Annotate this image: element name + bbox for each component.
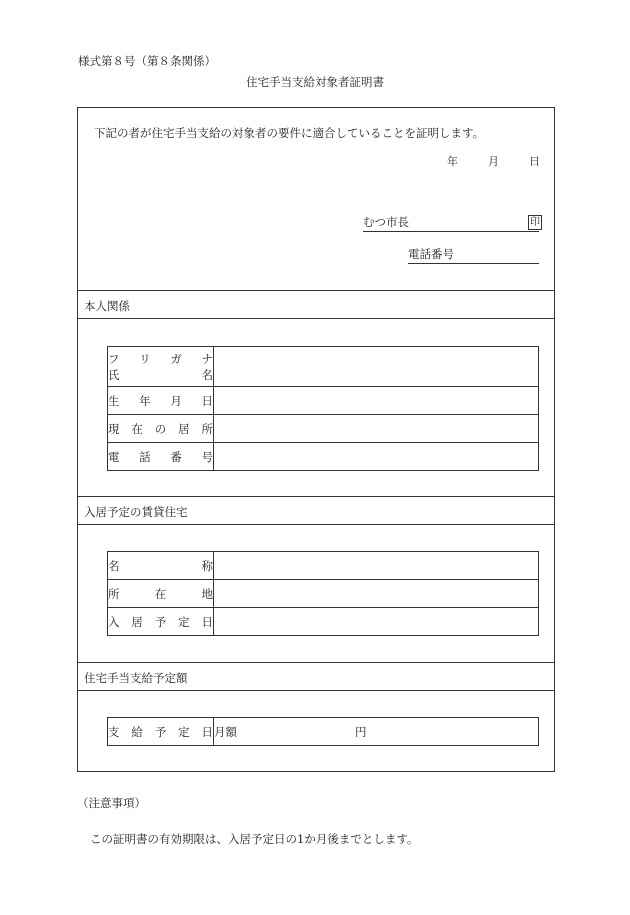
label-char: 氏	[108, 367, 120, 382]
label-char: リ	[139, 351, 151, 366]
label-char: 生	[108, 393, 120, 408]
label-char: 話	[139, 449, 151, 464]
label-char: 名	[201, 367, 213, 382]
phone-number-field[interactable]	[214, 443, 539, 471]
label-char: フ	[108, 351, 120, 366]
current-address-label	[108, 415, 214, 443]
label-char: ナ	[201, 351, 213, 366]
label-char: の	[154, 421, 167, 436]
divider	[78, 318, 554, 319]
housing-section-label: 入居予定の賃貸住宅	[84, 505, 188, 519]
table-row	[108, 608, 539, 636]
housing-location-label	[108, 580, 214, 608]
divider	[78, 496, 554, 497]
certification-statement: 下記の者が住宅手当支給の対象者の要件に適合していることを証明します。	[94, 126, 485, 140]
label-char: 月	[170, 393, 182, 408]
housing-table	[107, 551, 539, 636]
label-char: 日	[201, 614, 213, 629]
date-day: 日	[529, 155, 540, 168]
housing-name-label	[108, 552, 214, 580]
phone-line	[408, 246, 539, 264]
person-section-label: 本人関係	[84, 299, 130, 313]
label-char: ガ	[170, 351, 182, 366]
label-char: 現	[108, 421, 120, 436]
date-year: 年	[447, 155, 458, 168]
label-char: 予	[154, 614, 167, 629]
current-address-field[interactable]	[214, 415, 539, 443]
mayor-label: むつ市長	[363, 215, 409, 229]
allowance-table	[107, 717, 539, 746]
housing-location-field[interactable]	[214, 580, 539, 608]
divider	[78, 662, 554, 663]
label-char: 名	[108, 558, 120, 573]
table-row	[108, 718, 539, 746]
date-month: 月	[488, 155, 499, 168]
notes-heading: （注意事項）	[77, 796, 146, 810]
label-char: 入	[108, 614, 120, 629]
notes-text: この証明書の有効期限は、入居予定日の1か月後までとします。	[90, 832, 419, 846]
table-row	[108, 387, 539, 415]
date-row	[447, 153, 540, 169]
allowance-section-label: 住宅手当支給予定額	[84, 671, 188, 685]
label-char: 在	[154, 586, 167, 601]
label-char: 在	[131, 421, 143, 436]
move-in-date-field[interactable]	[214, 608, 539, 636]
label-char: 予	[154, 724, 167, 739]
birthdate-label	[108, 387, 214, 415]
label-char: 居	[131, 614, 143, 629]
phone-number-label	[108, 443, 214, 471]
seal-mark: 印	[530, 217, 540, 228]
label-char: 支	[108, 724, 120, 739]
table-row	[108, 443, 539, 471]
yen-unit: 円	[355, 724, 367, 739]
payment-date-label	[108, 718, 214, 746]
divider	[78, 690, 554, 691]
label-char: 給	[131, 724, 143, 739]
form-number: 様式第８号（第８条関係）	[78, 54, 216, 68]
table-row	[108, 347, 539, 387]
label-char: 所	[108, 586, 120, 601]
birthdate-field[interactable]	[214, 387, 539, 415]
monthly-label: 月額	[214, 724, 237, 739]
mayor-signature-line	[363, 214, 539, 232]
person-table	[107, 346, 539, 471]
label-char: 日	[201, 724, 213, 739]
label-char: 定	[178, 724, 190, 739]
label-char: 居	[178, 421, 190, 436]
monthly-amount-field[interactable]	[214, 718, 539, 746]
label-char: 日	[201, 393, 213, 408]
name-label	[108, 367, 213, 383]
document-title: 住宅手当支給対象者証明書	[246, 75, 384, 89]
label-char: 電	[108, 449, 120, 464]
label-char: 定	[178, 614, 190, 629]
phone-label: 電話番号	[408, 247, 454, 261]
label-char: 称	[201, 558, 213, 573]
table-row	[108, 415, 539, 443]
housing-name-field[interactable]	[214, 552, 539, 580]
furigana-label	[108, 351, 213, 367]
certificate-frame	[77, 107, 555, 772]
move-in-date-label	[108, 608, 214, 636]
label-char: 号	[201, 449, 213, 464]
divider	[78, 290, 554, 291]
label-char: 年	[139, 393, 151, 408]
label-char: 番	[170, 449, 182, 464]
furigana-name-label	[108, 347, 214, 387]
name-field[interactable]	[214, 347, 539, 387]
label-char: 所	[201, 421, 213, 436]
divider	[78, 524, 554, 525]
label-char: 地	[201, 586, 213, 601]
table-row	[108, 580, 539, 608]
table-row	[108, 552, 539, 580]
